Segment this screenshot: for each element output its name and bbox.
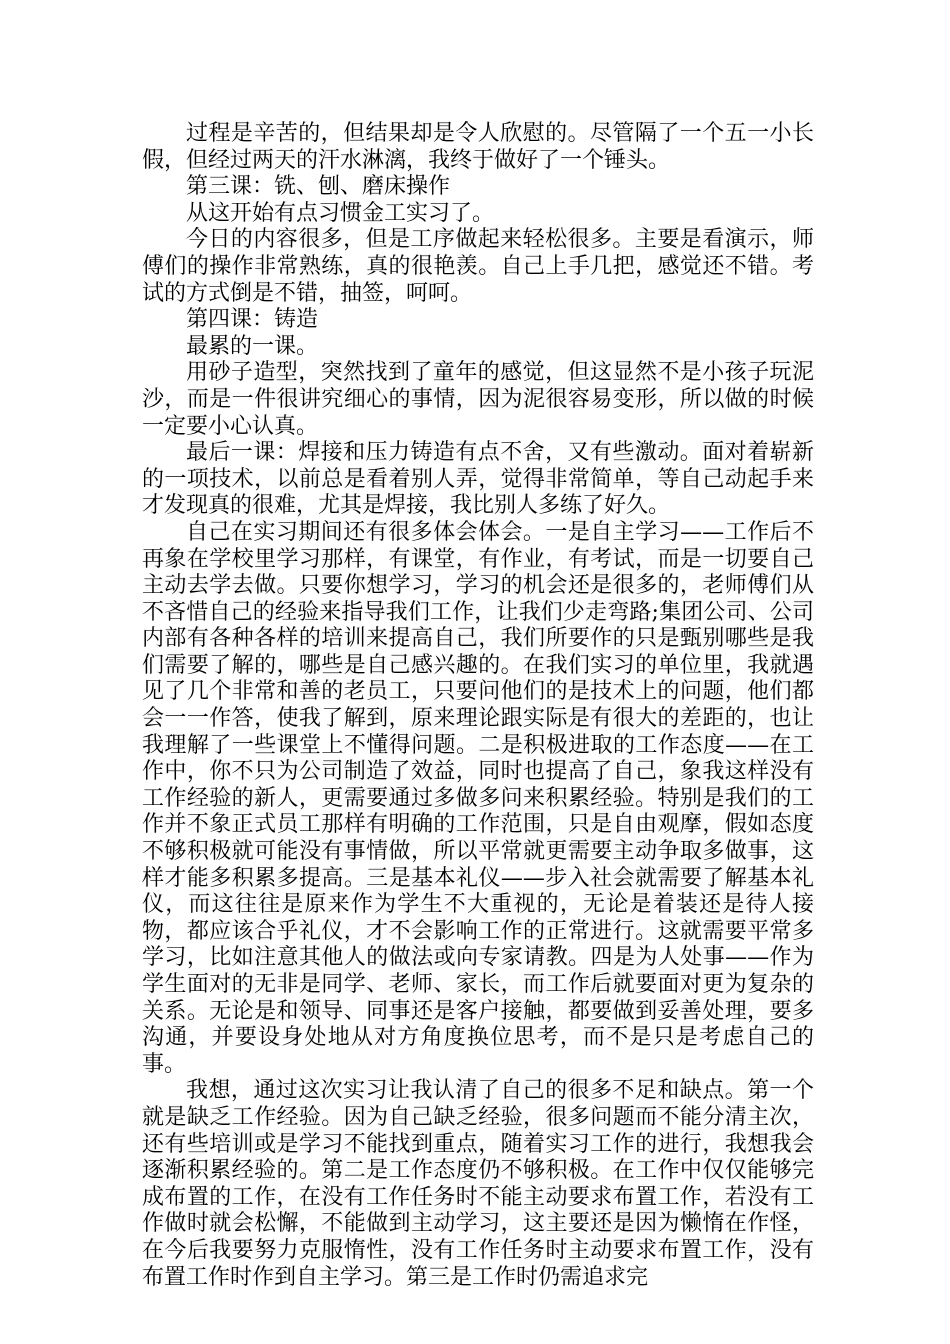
paragraph-last-lesson: 最后一课：焊接和压力铸造有点不舍，又有些激动。面对着崭新的一项技术，以前总是看着别人弄，觉得非常简单，等自己动起手来才发现真的很难，尤其是焊接，我比别人多练了好久。 <box>142 440 814 519</box>
paragraph-experiences: 自己在实习期间还有很多体会体会。一是自主学习——工作后不再象在学校里学习那样，有课堂，有作业，有考试，而是一切要自己主动去学去做。只要你想学习，学习的机会还是很多的，老师傅们从不吝惜自己的经验来指导我们工作，让我们少走弯路;集团公司、公司内部有各种各样的培训来提高自己，我们所要作的只是甄别哪些是我们需要了解的，哪些是自己感兴趣的。在我们实习的单位里，我就遇见了几个非常和善的老员工，只要问他们的是技术上的问题，他们都会一一作答，使我了解到，原来理论跟实际是有很大的差距的，也让我理解了一些课堂上不懂得问题。二是积极进取的工作态度——在工作中，你不只为公司制造了效益，同时也提高了自己，象我这样没有工作经验的新人，更需要通过多做多问来积累经验。特别是我们的工作并不象正式员工那样有明确的工作范围，只是自由观摩，假如态度不够积极就可能没有事情做，所以平常就更需要主动争取多做事，这样才能多积累多提高。三是基本礼仪——步入社会就需要了解基本礼仪，而这往往是原来作为学生不大重视的，无论是着装还是待人接物，都应该合乎礼仪，才不会影响工作的正常进行。这就需要平常多学习，比如注意其他人的做法或向专家请教。四是为人处事——作为学生面对的无非是同学、老师、家长，而工作后就要面对更为复杂的关系。无论是和领导、同事还是客户接触，都要做到妥善处理，要多沟通，并要设身处地从对方角度换位思考，而不是只是考虑自己的事。 <box>142 519 814 1077</box>
paragraph-getting-used: 从这开始有点习惯金工实习了。 <box>186 200 495 226</box>
paragraph-lesson-three-content: 今日的内容很多，但是工序做起来轻松很多。主要是看演示，师傅们的操作非常熟练，真的很艳羡。自己上手几把，感觉还不错。考试的方式倒是不错，抽签，呵呵。 <box>142 227 814 306</box>
paragraph-hammer-head: 过程是辛苦的，但结果却是令人欣慰的。尽管隔了一个五一小长假，但经过两天的汗水淋漓，我终于做好了一个锤头。 <box>142 121 814 173</box>
document-body <box>142 121 814 1291</box>
heading-lesson-three: 第三课：铣、刨、磨床操作 <box>186 174 451 200</box>
paragraph-shortcomings: 我想，通过这次实习让我认清了自己的很多不足和缺点。第一个就是缺乏工作经验。因为自己缺乏经验，很多问题而不能分清主次，还有些培训或是学习不能找到重点，随着实习工作的进行，我想我会逐渐积累经验的。第二是工作态度仍不够积极。在工作中仅仅能够完成布置的工作，在没有工作任务时不能主动要求布置工作，若没有工作做时就会松懈，不能做到主动学习，这主要还是因为懒惰在作怪，在今后我要努力克服惰性，没有工作任务时主动要求布置工作，没有布置工作时作到自主学习。第三是工作时仍需追求完 <box>142 1078 814 1290</box>
paragraph-most-tiring: 最累的一课。 <box>186 333 319 359</box>
paragraph-sand-casting: 用砂子造型，突然找到了童年的感觉，但这显然不是小孩子玩泥沙，而是一件很讲究细心的事情，因为泥很容易变形，所以做的时候一定要小心认真。 <box>142 360 814 439</box>
heading-lesson-four: 第四课：铸造 <box>186 307 319 333</box>
